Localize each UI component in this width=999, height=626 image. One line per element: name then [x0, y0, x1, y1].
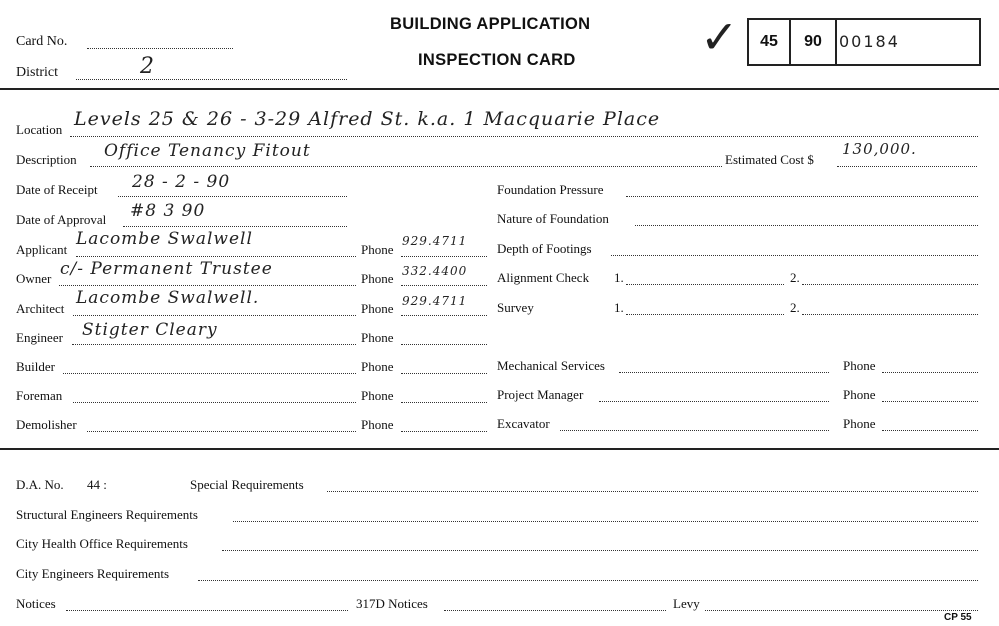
- card-no-label: Card No.: [16, 34, 68, 49]
- da-no-label: D.A. No.: [16, 477, 64, 492]
- mechanical-services-phone-label: Phone: [843, 358, 876, 373]
- check-mark-icon: ✓: [700, 10, 739, 64]
- levy-field[interactable]: [705, 610, 978, 611]
- project-manager-field[interactable]: [599, 401, 829, 402]
- demolisher-field[interactable]: [87, 431, 356, 432]
- notices-label: Notices: [16, 596, 56, 611]
- builder-field[interactable]: [63, 373, 356, 374]
- da-no-value: 44 :: [87, 477, 107, 492]
- notices-317d-field[interactable]: [444, 610, 666, 611]
- architect-phone-field[interactable]: [401, 315, 487, 316]
- foreman-label: Foreman: [16, 388, 63, 403]
- demolisher-phone-label: Phone: [361, 417, 394, 432]
- section-divider: [0, 448, 999, 450]
- date-of-receipt-value: 28 - 2 - 90: [132, 172, 231, 192]
- architect-phone-label: Phone: [361, 301, 394, 316]
- nature-of-foundation-field[interactable]: [635, 225, 978, 226]
- alignment-check-num-1: 1.: [614, 270, 624, 285]
- card-title-line2: INSPECTION CARD: [418, 51, 576, 69]
- architect-value: Lacombe Swalwell.: [76, 288, 260, 308]
- foreman-phone-label: Phone: [361, 388, 394, 403]
- survey-field-1[interactable]: [626, 314, 784, 315]
- engineer-phone-label: Phone: [361, 330, 394, 345]
- mechanical-services-field[interactable]: [619, 372, 829, 373]
- applicant-phone-label: Phone: [361, 242, 394, 257]
- city-health-office-field[interactable]: [222, 550, 978, 551]
- applicant-phone-field[interactable]: [401, 256, 487, 257]
- architect-phone-value: 929.4711: [402, 294, 468, 308]
- district-value: 2: [140, 54, 155, 79]
- excavator-field[interactable]: [560, 430, 829, 431]
- date-of-receipt-field[interactable]: [118, 196, 347, 197]
- city-engineers-field[interactable]: [198, 580, 978, 581]
- estimated-cost-label: Estimated Cost $: [725, 152, 814, 167]
- excavator-phone-field[interactable]: [882, 430, 978, 431]
- demolisher-label: Demolisher: [16, 417, 77, 432]
- alignment-check-num-2: 2.: [790, 270, 800, 285]
- builder-phone-field[interactable]: [401, 373, 487, 374]
- excavator-phone-label: Phone: [843, 416, 876, 431]
- depth-of-footings-field[interactable]: [611, 255, 978, 256]
- project-manager-label: Project Manager: [497, 387, 584, 402]
- alignment-check-field-1[interactable]: [626, 284, 784, 285]
- date-of-approval-label: Date of Approval: [16, 212, 107, 227]
- owner-value: c/- Permanent Trustee: [60, 259, 273, 279]
- date-of-receipt-label: Date of Receipt: [16, 182, 98, 197]
- applicant-field[interactable]: [76, 256, 356, 257]
- owner-label: Owner: [16, 271, 52, 286]
- estimated-cost-field[interactable]: [837, 166, 977, 167]
- special-requirements-label: Special Requirements: [190, 477, 304, 492]
- notices-field[interactable]: [66, 610, 348, 611]
- form-code: CP 55: [944, 612, 972, 623]
- nature-of-foundation-label: Nature of Foundation: [497, 211, 609, 226]
- owner-field[interactable]: [59, 285, 356, 286]
- foundation-pressure-field[interactable]: [626, 196, 978, 197]
- engineer-field[interactable]: [72, 344, 356, 345]
- card-number-box: [747, 18, 981, 66]
- location-field[interactable]: [70, 136, 978, 137]
- project-manager-phone-label: Phone: [843, 387, 876, 402]
- excavator-label: Excavator: [497, 416, 550, 431]
- district-label: District: [16, 65, 58, 80]
- owner-phone-label: Phone: [361, 271, 394, 286]
- card-number-part-3: 00184: [839, 32, 900, 51]
- depth-of-footings-label: Depth of Footings: [497, 241, 592, 256]
- city-engineers-label: City Engineers Requirements: [16, 566, 170, 581]
- survey-num-1: 1.: [614, 300, 624, 315]
- structural-engineers-field[interactable]: [233, 521, 978, 522]
- architect-field[interactable]: [73, 315, 356, 316]
- foreman-field[interactable]: [73, 402, 356, 403]
- card-title-line1: BUILDING APPLICATION: [390, 15, 591, 33]
- engineer-label: Engineer: [16, 330, 63, 345]
- alignment-check-field-2[interactable]: [802, 284, 978, 285]
- architect-label: Architect: [16, 301, 65, 316]
- city-health-office-label: City Health Office Requirements: [16, 536, 188, 551]
- builder-label: Builder: [16, 359, 55, 374]
- applicant-phone-value: 929.4711: [402, 234, 468, 248]
- project-manager-phone-field[interactable]: [882, 401, 978, 402]
- foundation-pressure-label: Foundation Pressure: [497, 182, 604, 197]
- card-no-field[interactable]: [87, 48, 233, 49]
- applicant-value: Lacombe Swalwell: [76, 229, 253, 249]
- engineer-phone-field[interactable]: [401, 344, 487, 345]
- structural-engineers-label: Structural Engineers Requirements: [16, 507, 198, 522]
- date-of-approval-value: #8 3 90: [130, 201, 206, 221]
- owner-phone-value: 332.4400: [402, 264, 468, 278]
- mechanical-services-phone-field[interactable]: [882, 372, 978, 373]
- engineer-value: Stigter Cleary: [82, 320, 218, 340]
- card-number-part-2: 90: [791, 20, 837, 64]
- description-value: Office Tenancy Fitout: [104, 141, 311, 161]
- card-number-part-1: 45: [749, 20, 791, 64]
- applicant-label: Applicant: [16, 242, 68, 257]
- alignment-check-label: Alignment Check: [497, 270, 590, 285]
- date-of-approval-field[interactable]: [123, 226, 347, 227]
- foreman-phone-field[interactable]: [401, 402, 487, 403]
- survey-field-2[interactable]: [802, 314, 978, 315]
- levy-label: Levy: [673, 596, 700, 611]
- demolisher-phone-field[interactable]: [401, 431, 487, 432]
- description-label: Description: [16, 152, 77, 167]
- location-value: Levels 25 & 26 - 3-29 Alfred St. k.a. 1 Macquarie Place: [74, 108, 661, 130]
- notices-317d-label: 317D Notices: [356, 596, 428, 611]
- estimated-cost-value: 130,000.: [842, 140, 917, 158]
- survey-num-2: 2.: [790, 300, 800, 315]
- header-divider: [0, 88, 999, 90]
- special-requirements-field[interactable]: [327, 491, 978, 492]
- mechanical-services-label: Mechanical Services: [497, 358, 605, 373]
- builder-phone-label: Phone: [361, 359, 394, 374]
- district-field[interactable]: [76, 79, 347, 80]
- description-field[interactable]: [90, 166, 722, 167]
- owner-phone-field[interactable]: [401, 285, 487, 286]
- survey-label: Survey: [497, 300, 534, 315]
- location-label: Location: [16, 122, 63, 137]
